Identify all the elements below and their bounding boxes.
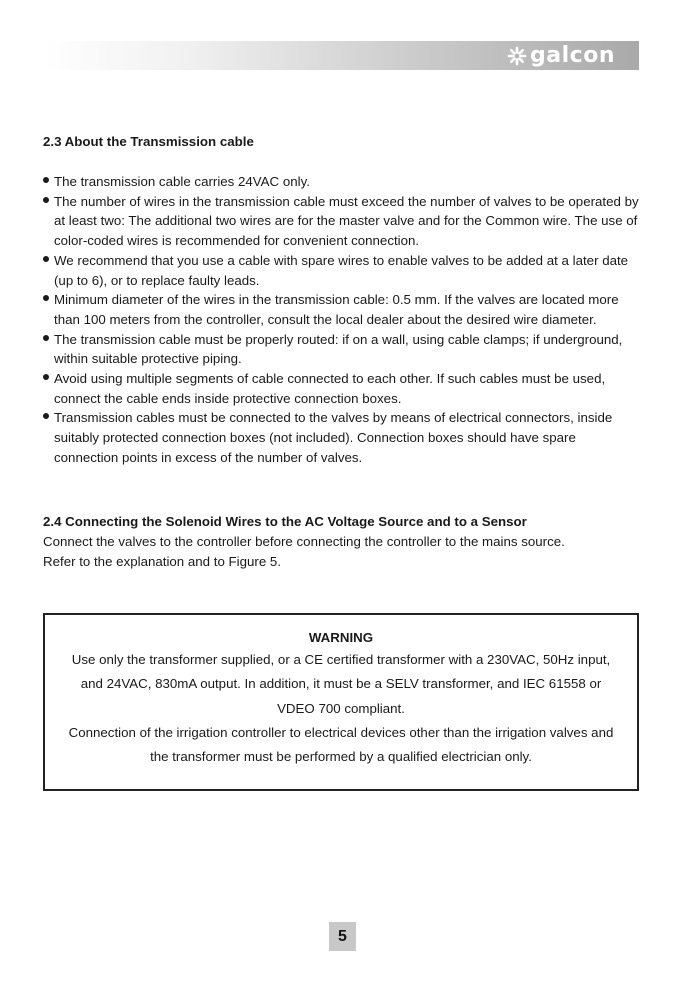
list-item: The number of wires in the transmission cable must exceed the number of valves to be operated by at least two: The additional two wires are for the master valve and for the Common wire. The use of color-coded wires is recommended for convenient connection.	[43, 192, 643, 251]
brand-name: galcon	[530, 43, 615, 68]
transmission-cable-list	[43, 172, 643, 468]
list-item: Transmission cables must be connected to the valves by means of electrical connectors, inside suitably protected connection boxes (not included). Connection boxes should have spare connection points in excess of the number of valves.	[43, 408, 643, 467]
galcon-logo	[507, 42, 615, 69]
warning-line: Use only the transformer supplied, or a CE certified transformer with a 230VAC, 50Hz input,	[71, 652, 611, 667]
section-2-3-title: 2.3 About the Transmission cable	[43, 134, 254, 149]
page-number: 5	[329, 922, 356, 951]
warning-line: Connection of the irrigation controller to electrical devices other than the irrigation valves and	[68, 724, 614, 740]
list-item: The transmission cable carries 24VAC only.	[43, 172, 643, 192]
list-item: Avoid using multiple segments of cable connected to each other. If such cables must be used, connect the cable ends inside protective connection boxes.	[43, 369, 643, 408]
warning-line: and 24VAC, 830mA output. In addition, it must be a SELV transformer, and IEC 61558 or	[80, 676, 602, 692]
warning-line: the transformer must be performed by a qualified electrician only.	[150, 749, 532, 765]
flower-logo-icon	[507, 46, 527, 66]
section-2-4-text-2: Refer to the explanation and to Figure 5.	[43, 554, 282, 569]
list-item: We recommend that you use a cable with spare wires to enable valves to be added at a later date (up to 6), or to replace faulty leads.	[43, 251, 643, 290]
section-2-4-text-1: Connect the valves to the controller before connecting the controller to the mains source.	[43, 534, 565, 549]
warning-title: WARNING	[308, 630, 374, 645]
warning-box	[43, 613, 639, 791]
section-2-4-title: 2.4 Connecting the Solenoid Wires to the AC Voltage Source and to a Sensor	[43, 514, 527, 529]
list-item: Minimum diameter of the wires in the transmission cable: 0.5 mm. If the valves are located more than 100 meters from the controller, consult the local dealer about the desired wire diameter.	[43, 290, 643, 329]
header-bar	[43, 41, 639, 70]
list-item: The transmission cable must be properly routed: if on a wall, using cable clamps; if underground, within suitable protective piping.	[43, 330, 643, 369]
warning-line: VDEO 700 compliant.	[277, 700, 405, 716]
